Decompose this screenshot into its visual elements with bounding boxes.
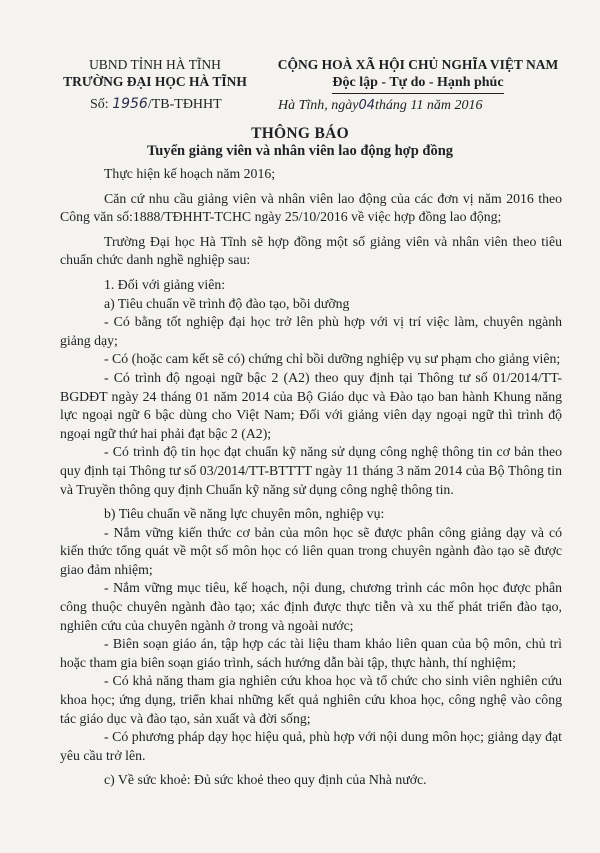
paragraph: Trường Đại học Hà Tĩnh sẽ hợp đồng một số giảng viên và nhân viên theo tiêu chuẩn chức danh nghề nghiệp sau: [60,233,562,268]
document-number-handwritten: 1956 [112,96,148,112]
issuer-name: TRƯỜNG ĐẠI HỌC HÀ TĨNH [63,74,247,89]
national-motto-block [268,56,568,94]
list-item: - Biên soạn giáo án, tập hợp các tài liệu tham khảo liên quan của bộ môn, chủ trì hoặc tham gia biên soạn giáo trình, sách hướng dẫn bài tập, thực hành, thí nghiệm; [60,636,562,670]
document-subtitle: Tuyển giảng viên và nhân viên lao động hợp đồng [146,143,454,159]
issuer-block [60,56,250,90]
subsection-heading: a) Tiêu chuẩn về trình độ đào tạo, bồi dưỡng [104,295,350,311]
national-motto: Độc lập - Tự do - Hạnh phúc [332,74,503,94]
list-item: - Nắm vững mục tiêu, kế hoạch, nội dung, chương trình các môn học được phân công thuộc chuyên ngành đào tạo; xác định được thực tiễn và xu thế phát triển đào tạo, nghiên cứu của chuyên ngành ở trong và ngoài nước; [60,580,562,633]
issuer-parent-agency: UBND TỈNH HÀ TĨNH [89,57,221,72]
list-item: - Có bằng tốt nghiệp đại học trở lên phù hợp với vị trí việc làm, chuyên ngành giảng dạy; [60,314,562,348]
list-item: - Có phương pháp dạy học hiệu quả, phù hợp với nội dung môn học; giảng dạy đạt yêu cầu trở lên. [60,729,562,763]
document-body [60,165,562,790]
list-item: - Có trình độ tin học đạt chuẩn kỹ năng sử dụng công nghệ thông tin cơ bản theo quy định tại Thông tư số 03/2014/TT-BTTTT ngày 11 tháng 3 năm 2014 của Bộ Thông tin và Truyền thông quy định Chuẩn kỹ năng sử dụng công nghệ thông tin. [60,444,562,497]
date-day-handwritten: 04 [358,98,376,113]
list-item: - Nắm vững kiến thức cơ bản của môn học sẽ được phân công giảng dạy và có kiến thức tổng quát về một số môn học có liên quan trong chuyên ngành đào tạo sẽ được giao đảm nhiệm; [60,524,562,577]
list-item: - Có khả năng tham gia nghiên cứu khoa học và tổ chức cho sinh viên nghiên cứu khoa học; ứng dụng, triển khai những kết quả nghiên cứu khoa học, công nghệ vào công tác giáo dục và đào tạo, sản xuất và đời sống; [60,673,562,726]
paragraph: Căn cứ nhu cầu giảng viên và nhân viên lao động của các đơn vị năm 2016 theo Công văn số:1888/TĐHHT-TCHC ngày 25/10/2016 về việc hợp đồng lao động; [60,190,562,225]
country-name: CỘNG HOÀ XÃ HỘI CHỦ NGHĨA VIỆT NAM [277,57,559,72]
document-number: Số: 1956/TB-TĐHHT [90,96,222,112]
document-date: Hà Tĩnh, ngày04tháng 11 năm 2016 [278,98,483,113]
paragraph: Thực hiện kế hoạch năm 2016; [104,166,276,181]
document-title: THÔNG BÁO [251,125,349,142]
section-heading: 1. Đối với giảng viên: [104,276,226,292]
list-item: - Có (hoặc cam kết sẽ có) chứng chỉ bồi dưỡng nghiệp vụ sư phạm cho giảng viên; [104,351,561,367]
subsection-heading: c) Về sức khoẻ: Đủ sức khoẻ theo quy định của Nhà nước. [104,772,427,788]
list-item: - Có trình độ ngoại ngữ bậc 2 (A2) theo quy định tại Thông tư số 01/2014/TT-BGDĐT ngày 24 tháng 01 năm 2014 của Bộ Giáo dục và Đào tạo ban hành Khung năng lực ngoại ngữ 6 bậc dùng cho Việt Nam; Đối với giảng viên dạy ngoại ngữ thì trình độ ngoại ngữ thứ hai phải đạt bậc 2 (A2); [60,369,562,441]
subsection-heading: b) Tiêu chuẩn về năng lực chuyên môn, nghiệp vụ: [104,506,385,522]
